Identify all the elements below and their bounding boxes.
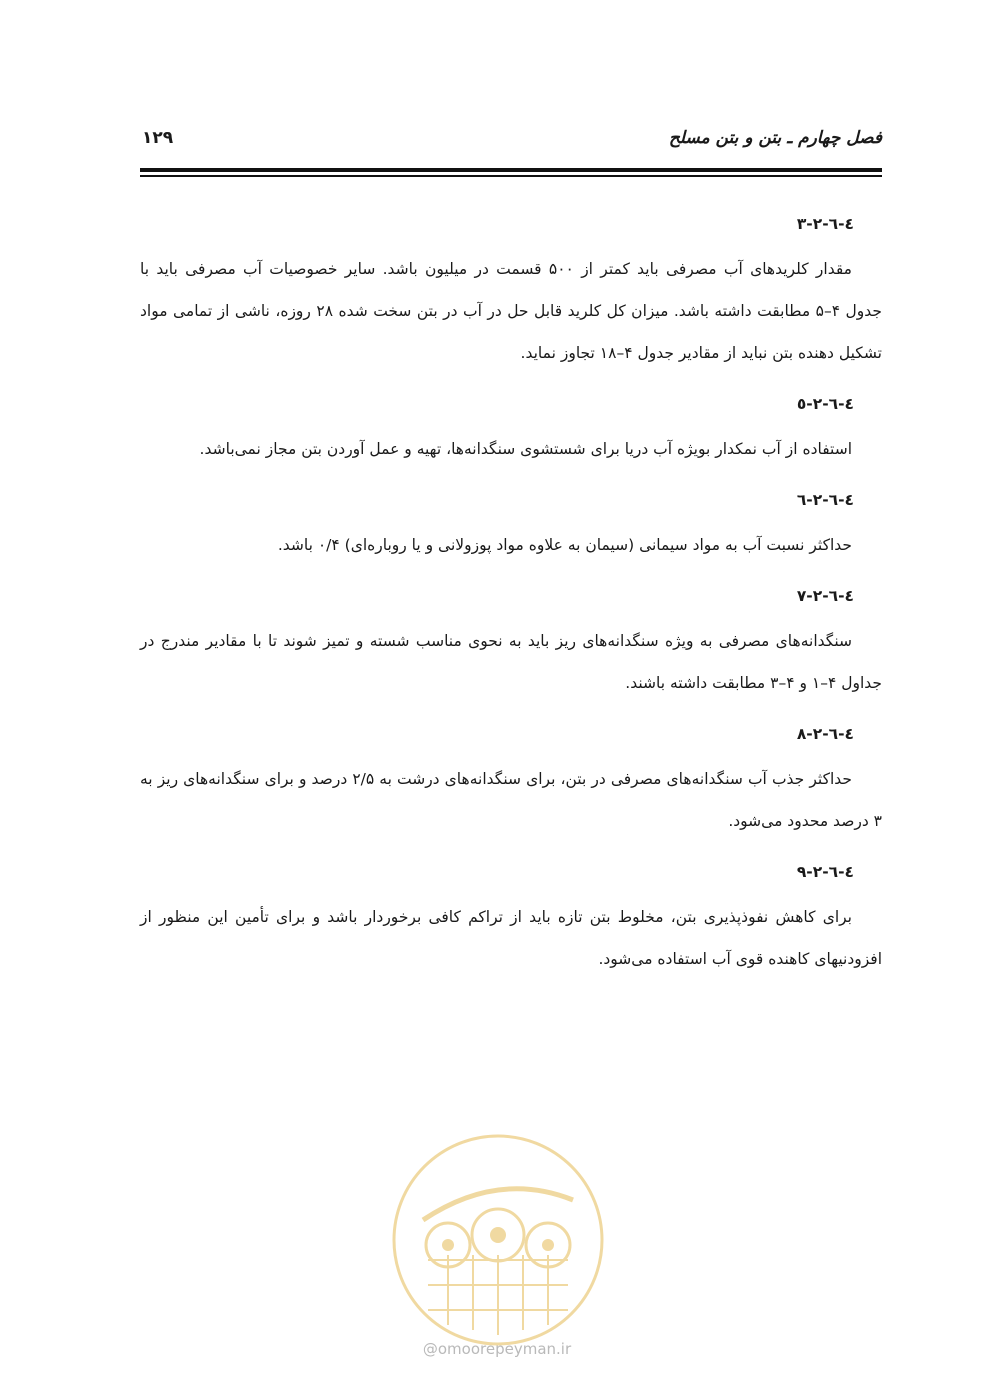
section-text: مقدار کلریدهای آب مصرفی باید کمتر از ۵۰۰ قسمت در میلیون باشد. سایر خصوصیات آب مصرفی باید با جدول ۴–۵ مطابقت داشته باشد. میزان کل کلرید قابل حل در آب در بتن سخت شده ۲۸ روزه، ناشی از تمامی مواد تشکیل دهنده بتن نباید از مقادیر جدول ۴–۱۸ تجاوز نماید. [140,260,882,362]
watermark-url: @omoorepeyman.ir [422,1340,572,1358]
section-text: سنگدانه‌های مصرفی به ویژه سنگدانه‌های ریز باید به نحوی مناسب شسته و تمیز شوند تا با مقادیر مندرج در جداول ۴–۱ و ۴–۳ مطابقت داشته باشند. [140,632,882,692]
section-number: ٤-٦-٢-٧ [796,587,854,605]
watermark-logo [388,1130,608,1350]
section-number: ٤-٦-٢-٦ [796,491,854,509]
chapter-title: فصل چهارم ـ بتن و بتن مسلح [668,128,882,148]
section-text: استفاده از آب نمکدار بویژه آب دریا برای شستشوی سنگدانه‌ها، تهیه و عمل آوردن بتن مجاز نمی‌باشد. [199,440,852,458]
section [140,584,882,704]
page-content [140,200,882,998]
section-number: ٤-٦-٢-٩ [796,863,854,881]
section [140,860,882,980]
section-text: برای کاهش نفوذپذیری بتن، مخلوط بتن تازه باید از تراکم کافی برخوردار باشد و برای تأمین این منظور از افزودنیهای کاهنده قوی آب استفاده می‌شود. [140,908,882,968]
page-number: ۱۲۹ [142,128,174,148]
section [140,722,882,842]
section-number: ٤-٦-٢-٨ [796,725,854,743]
header-rule-thick [140,168,882,172]
section-text: حداکثر نسبت آب به مواد سیمانی (سیمان به علاوه مواد پوزولانی و یا روباره‌ای) ۰/۴ باشد. [277,536,852,554]
section-number: ٤-٦-٢-٣ [796,215,854,233]
section [140,488,882,566]
section [140,392,882,470]
section-text: حداکثر جذب آب سنگدانه‌های مصرفی در بتن، برای سنگدانه‌های درشت به ۲/۵ درصد و برای سنگدانه‌های ریز به ۳ درصد محدود می‌شود. [140,770,882,830]
header-rule-thin [140,175,882,177]
section-number: ٤-٦-٢-٥ [796,395,854,413]
section [140,212,882,374]
page-header [140,126,882,162]
